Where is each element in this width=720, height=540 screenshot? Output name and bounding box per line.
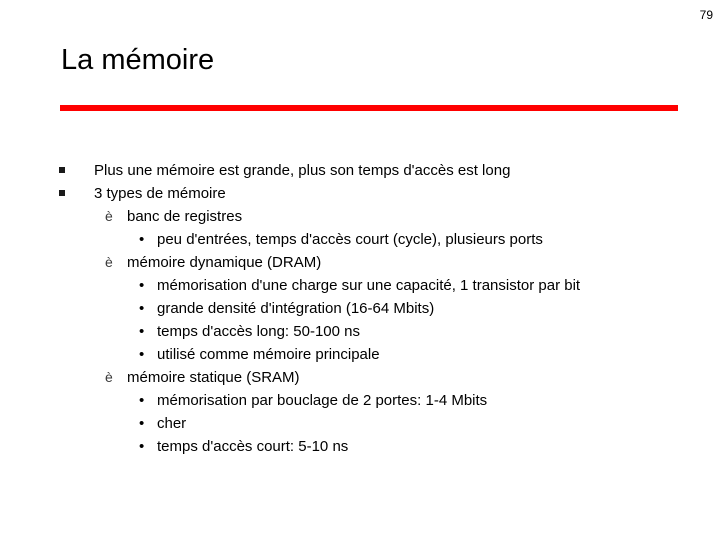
arrow-bullet-icon: è <box>105 369 113 385</box>
memory-type-item <box>0 205 720 228</box>
detail-item <box>0 320 720 343</box>
dot-bullet-icon: • <box>139 300 145 317</box>
detail-item <box>0 274 720 297</box>
memory-type-label: mémoire dynamique (DRAM) <box>127 254 322 271</box>
dot-bullet-icon: • <box>139 415 145 432</box>
title-underline <box>60 105 678 111</box>
memory-type-item <box>0 251 720 274</box>
memory-type-label: banc de registres <box>127 208 243 225</box>
detail-text: cher <box>157 415 187 432</box>
slide-title: La mémoire <box>61 44 215 76</box>
detail-item <box>0 412 720 435</box>
slide-body <box>0 159 720 458</box>
detail-item <box>0 435 720 458</box>
dot-bullet-icon: • <box>139 277 145 294</box>
dot-bullet-icon: • <box>139 231 145 248</box>
page-number: 79 <box>699 8 713 22</box>
dot-bullet-icon: • <box>139 323 145 340</box>
detail-item <box>0 389 720 412</box>
detail-text: temps d'accès court: 5-10 ns <box>157 438 349 455</box>
memory-type-item <box>0 366 720 389</box>
bullet-text: Plus une mémoire est grande, plus son temps d'accès est long <box>94 162 511 179</box>
arrow-bullet-icon: è <box>105 254 113 270</box>
detail-text: utilisé comme mémoire principale <box>157 346 380 363</box>
dot-bullet-icon: • <box>139 346 145 363</box>
detail-text: peu d'entrées, temps d'accès court (cycle), plusieurs ports <box>157 231 543 248</box>
detail-item <box>0 228 720 251</box>
detail-text: grande densité d'intégration (16-64 Mbits) <box>157 300 435 317</box>
detail-text: mémorisation d'une charge sur une capacité, 1 transistor par bit <box>157 277 581 294</box>
memory-type-label: mémoire statique (SRAM) <box>127 369 300 386</box>
detail-text: temps d'accès long: 50-100 ns <box>157 323 360 340</box>
square-bullet-icon <box>59 167 65 173</box>
bullet-item <box>0 182 720 205</box>
arrow-bullet-icon: è <box>105 208 113 224</box>
detail-item <box>0 343 720 366</box>
bullet-text: 3 types de mémoire <box>94 185 226 202</box>
dot-bullet-icon: • <box>139 438 145 455</box>
detail-item <box>0 297 720 320</box>
bullet-item <box>0 159 720 182</box>
detail-text: mémorisation par bouclage de 2 portes: 1-4 Mbits <box>157 392 488 409</box>
square-bullet-icon <box>59 190 65 196</box>
dot-bullet-icon: • <box>139 392 145 409</box>
